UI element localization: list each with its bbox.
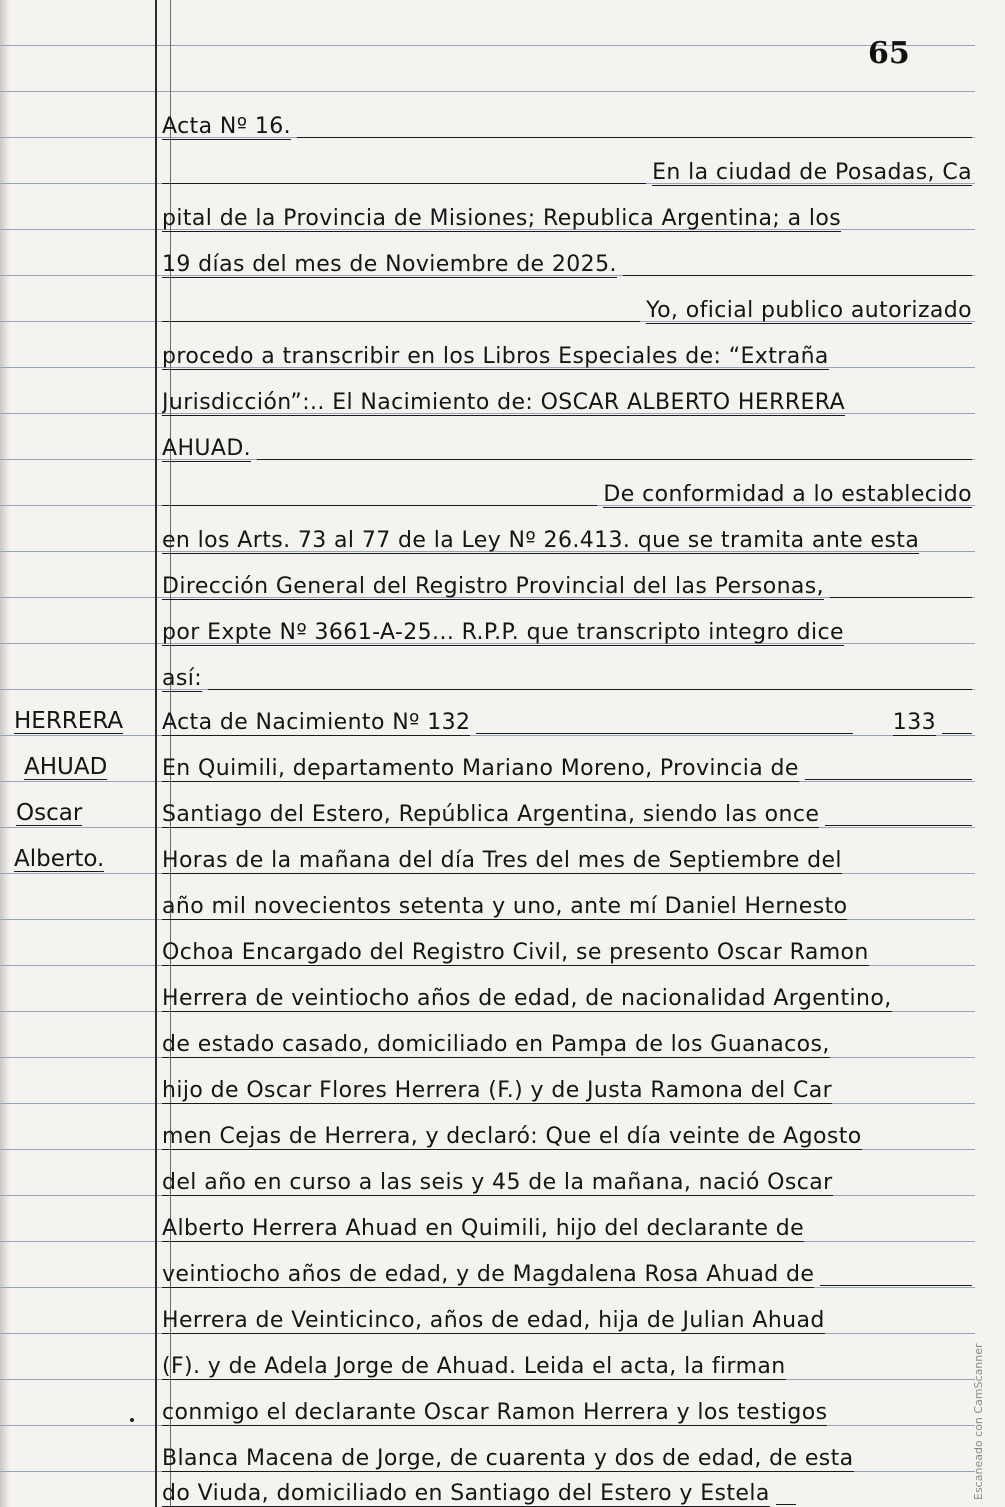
record-correction-number: 133 [892, 710, 936, 735]
rule-line [0, 91, 975, 92]
record-line: Herrera de veintiocho años de edad, de nacionalidad Argentino, [162, 986, 892, 1011]
header-line-1: Acta Nº 16. [162, 96, 972, 140]
header-line-8: AHUAD. [162, 418, 972, 462]
margin-note-given-name-1: Oscar [16, 800, 83, 826]
record-line: veintiocho años de edad, y de Magdalena Rosa Ahuad de [162, 1244, 972, 1288]
record-line: Horas de la mañana del día Tres del mes de Septiembre del [162, 848, 842, 873]
margin-note-surname-2: AHUAD [24, 754, 108, 780]
scanner-watermark: Escaneado con CamScanner [972, 1343, 985, 1500]
record-line: Ochoa Encargado del Registro Civil, se presento Oscar Ramon [162, 940, 869, 965]
birth-record-title: Acta de Nacimiento Nº 132 133 [162, 692, 972, 736]
header-line-7: Jurisdicción”:.. El Nacimiento de: OSCAR ALBERTO HERRERA [162, 390, 846, 415]
record-line: conmigo el declarante Oscar Ramon Herrera y los testigos [162, 1400, 828, 1425]
header-line-5: Yo, oficial publico autorizado [162, 280, 972, 324]
record-line: Alberto Herrera Ahuad en Quimili, hijo del declarante de [162, 1216, 805, 1241]
record-line: hijo de Oscar Flores Herrera (F.) y de Justa Ramona del Car [162, 1078, 833, 1103]
record-line: año mil novecientos setenta y uno, ante mí Daniel Hernesto [162, 894, 848, 919]
record-line: Blanca Macena de Jorge, de cuarenta y dos de edad, de esta [162, 1446, 854, 1471]
record-line: do Viuda, domiciliado en Santiago del Estero y Estela [162, 1474, 972, 1507]
header-line-12: por Expte Nº 3661-A-25... R.P.P. que transcripto integro dice [162, 620, 844, 645]
margin-note-surname-1: HERRERA [14, 708, 124, 734]
record-line: de estado casado, domiciliado en Pampa de los Guanacos, [162, 1032, 830, 1057]
header-line-4: 19 días del mes de Noviembre de 2025. [162, 234, 972, 278]
page-number: 65 [868, 36, 910, 71]
record-line: Santiago del Estero, República Argentina, siendo las once [162, 784, 972, 828]
record-line: En Quimili, departamento Mariano Moreno, Provincia de [162, 738, 972, 782]
header-line-2: En la ciudad de Posadas, Ca [162, 142, 972, 186]
record-line: del año en curso a las seis y 45 de la mañana, nació Oscar [162, 1170, 833, 1195]
ink-dot [130, 1418, 134, 1422]
header-line-3: pital de la Provincia de Misiones; Republica Argentina; a los [162, 206, 842, 231]
header-line-6: procedo a transcribir en los Libros Especiales de: “Extraña [162, 344, 829, 369]
rule-line [0, 45, 975, 46]
page-binding [0, 0, 10, 1507]
header-line-11: Dirección General del Registro Provincial del las Personas, [162, 556, 972, 600]
header-line-9: De conformidad a lo establecido [162, 464, 972, 508]
header-line-10: en los Arts. 73 al 77 de la Ley Nº 26.413. que se tramita ante esta [162, 528, 920, 553]
record-line: men Cejas de Herrera, y declaró: Que el día veinte de Agosto [162, 1124, 862, 1149]
record-line: (F). y de Adela Jorge de Ahuad. Leida el acta, la firman [162, 1354, 786, 1379]
record-line: Herrera de Veinticinco, años de edad, hija de Julian Ahuad [162, 1308, 825, 1333]
header-line-13: así: [162, 648, 972, 692]
margin-note-given-name-2: Alberto. [14, 846, 105, 872]
